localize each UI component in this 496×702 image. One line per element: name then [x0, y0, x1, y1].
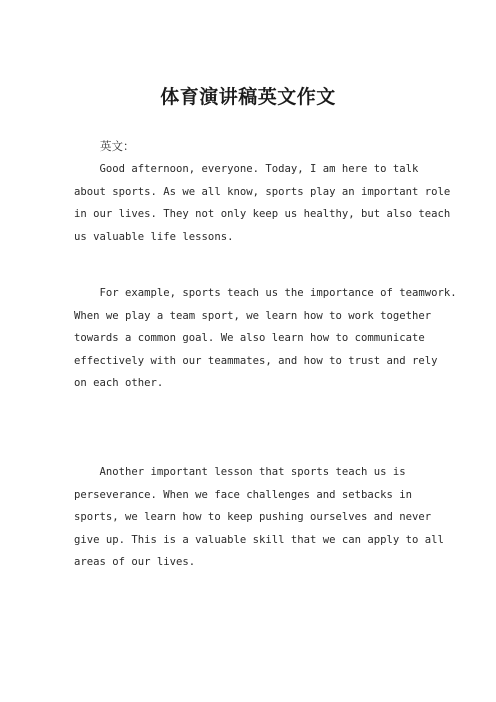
- paragraph-line: sports, we learn how to keep pushing ourselves and never: [74, 511, 432, 523]
- section-label: 英文：: [100, 139, 135, 153]
- page-title: 体育演讲稿英文作文: [160, 86, 336, 108]
- paragraph-line: Another important lesson that sports teach us is: [74, 466, 406, 478]
- paragraph-line: Good afternoon, everyone. Today, I am here to talk: [74, 163, 419, 175]
- paragraph-line: about sports. As we all know, sports play an important role: [74, 185, 451, 198]
- paragraph-1: [74, 158, 451, 248]
- paragraph-line: on each other.: [74, 377, 164, 389]
- paragraph-line: areas of our lives.: [74, 556, 196, 568]
- paragraph-line: perseverance. When we face challenges and setbacks in: [74, 488, 413, 501]
- paragraph-line: towards a common goal. We also learn how to communicate: [74, 332, 425, 344]
- paragraph-3: [74, 461, 444, 574]
- paragraph-line: For example, sports teach us the importance of teamwork.: [74, 287, 457, 299]
- paragraph-line: in our lives. They not only keep us healthy, but also teach: [74, 208, 451, 220]
- paragraph-line: us valuable life lessons.: [74, 230, 234, 243]
- paragraph-2: [74, 282, 457, 395]
- paragraph-line: give up. This is a valuable skill that we can apply to all: [74, 533, 444, 546]
- paragraph-line: effectively with our teammates, and how to trust and rely: [74, 354, 438, 367]
- paragraph-line: When we play a team sport, we learn how to work together: [74, 309, 432, 322]
